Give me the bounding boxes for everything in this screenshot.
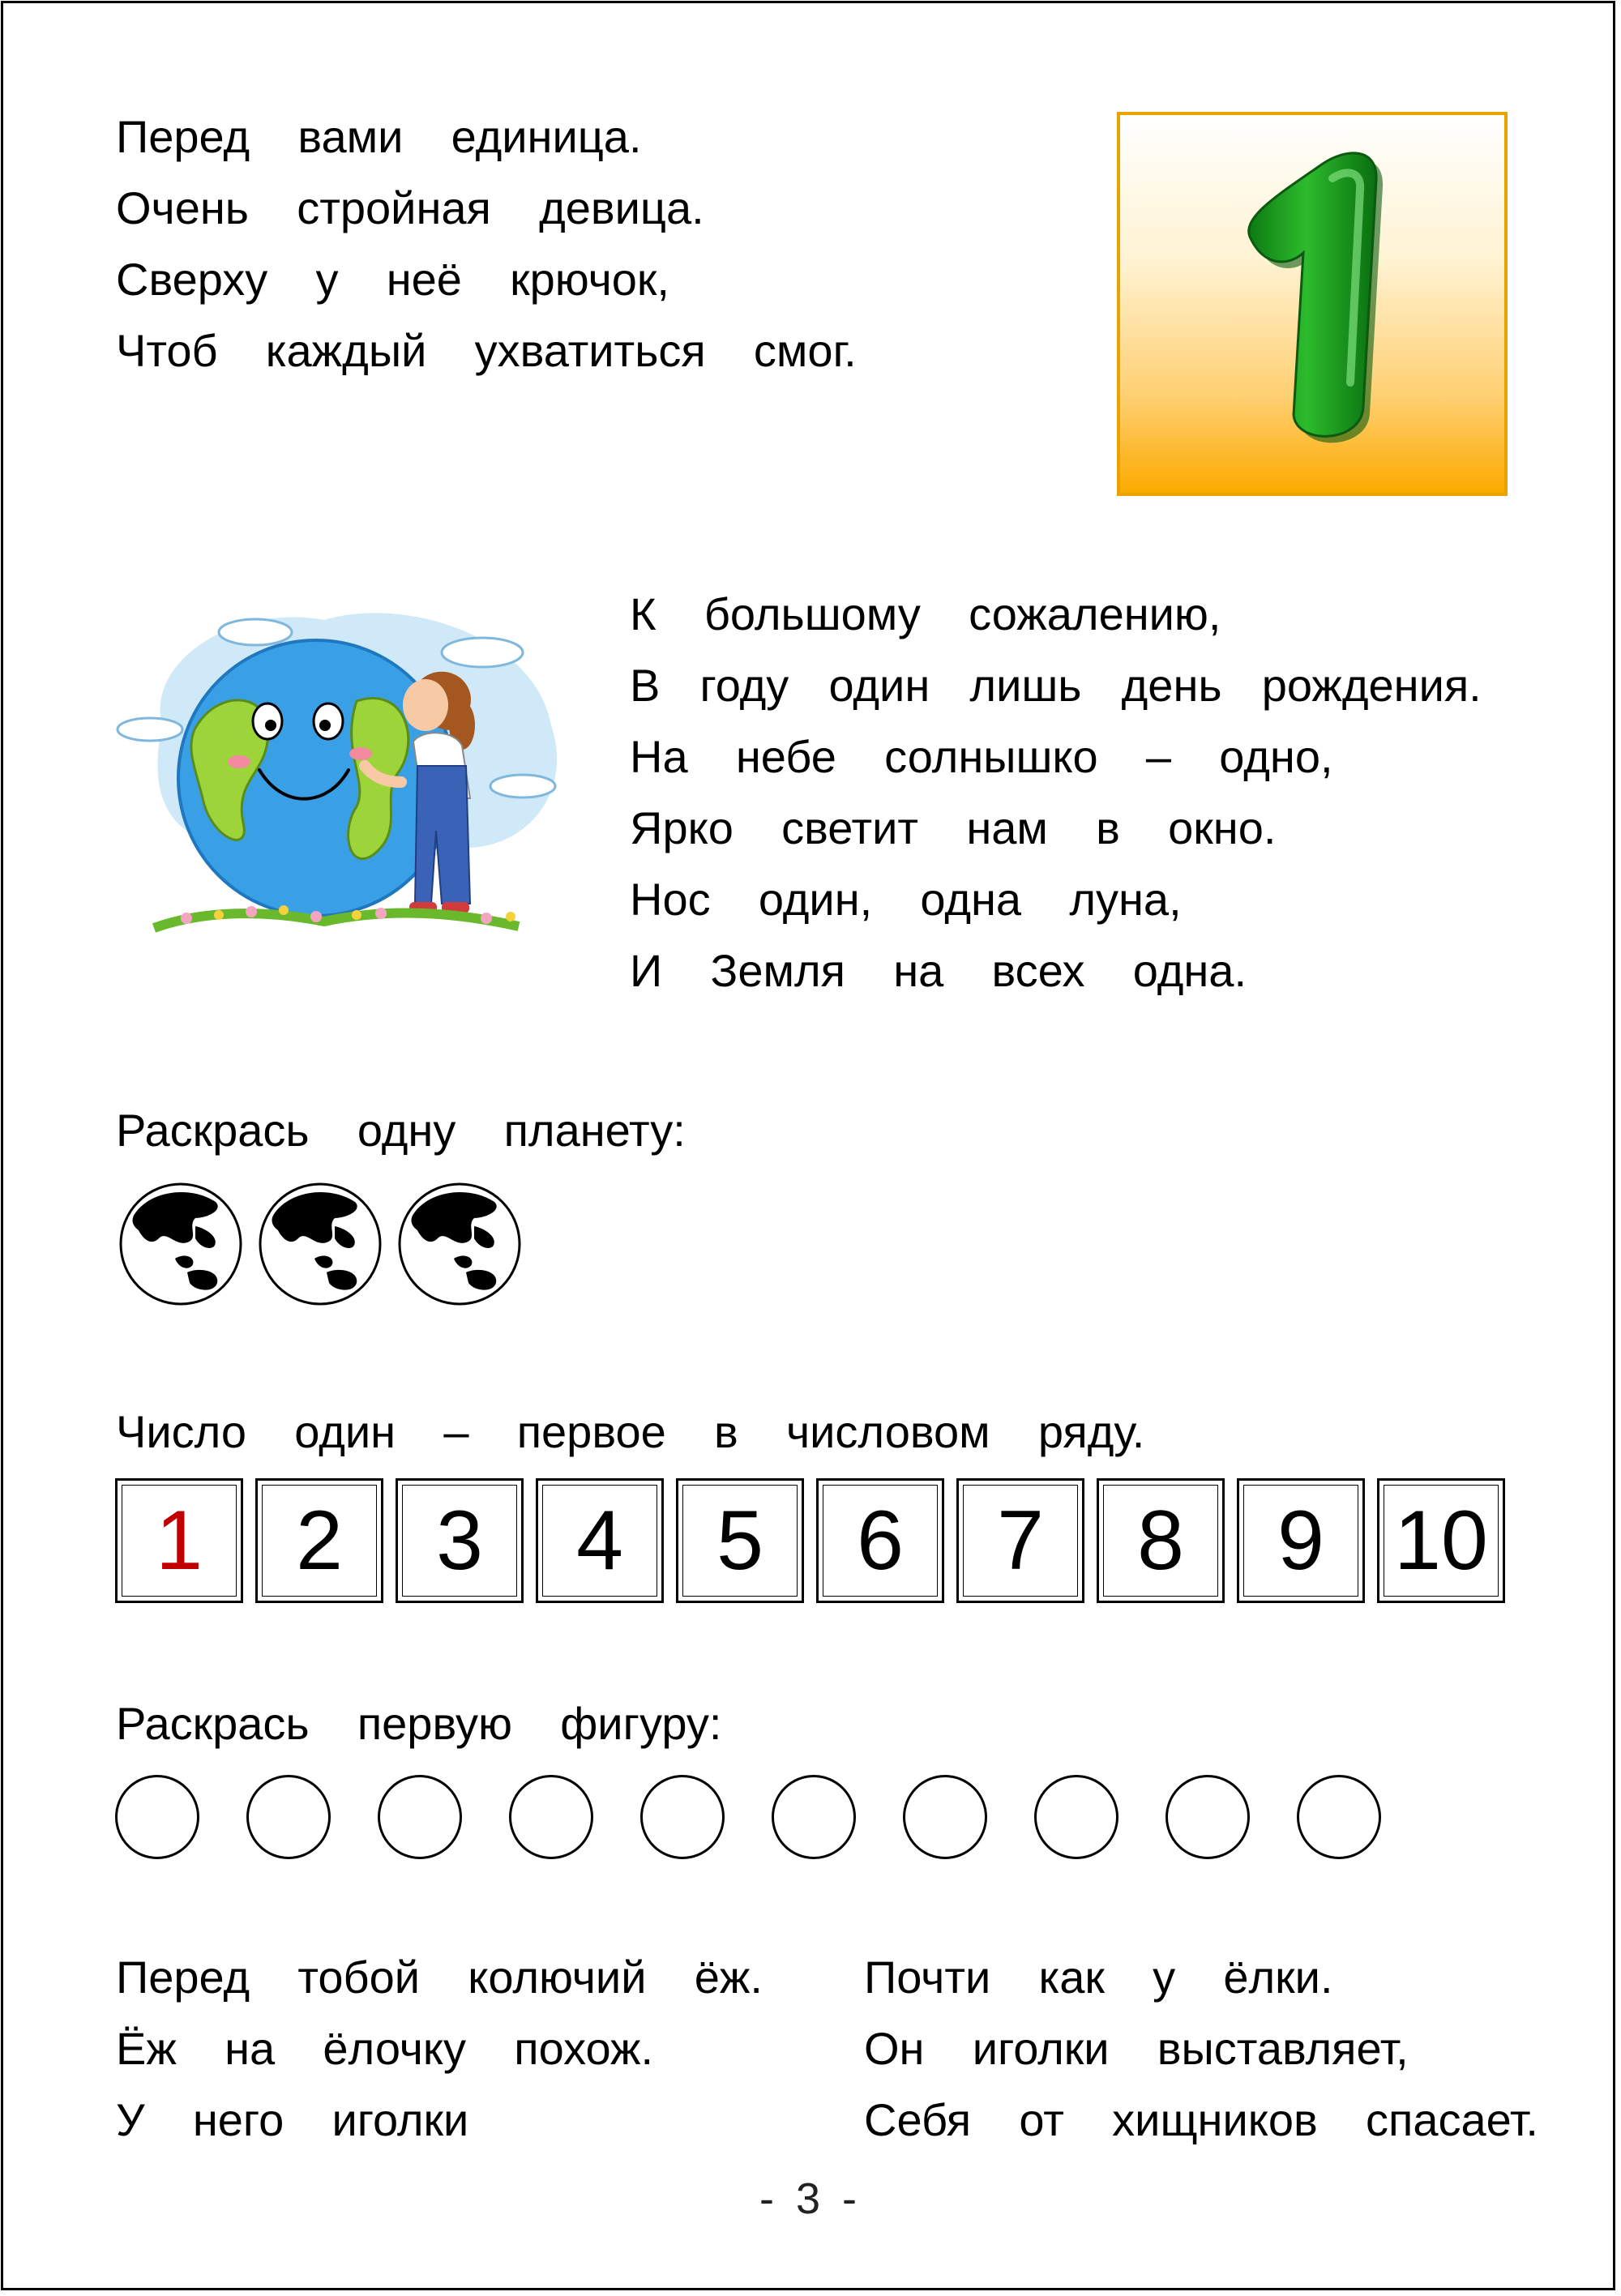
poem-line: Перед тобой колючий ёж. — [116, 1952, 763, 2003]
poem-three-left — [116, 1942, 763, 2156]
poem-line: Очень стройная девица. — [116, 182, 704, 233]
number-cell-value: 5 — [716, 1494, 763, 1588]
globe-icon[interactable] — [118, 1182, 243, 1306]
number-cell-value: 6 — [857, 1494, 904, 1588]
digit-one-card — [1117, 112, 1508, 496]
number-cell — [1237, 1478, 1365, 1603]
number-cell — [816, 1478, 944, 1603]
globe-icon[interactable] — [258, 1182, 383, 1306]
colorable-circle[interactable] — [640, 1775, 725, 1859]
planet-task-heading: Раскрась одну планету: — [116, 1105, 686, 1156]
poem-line: Себя от хищников спасает. — [864, 2094, 1538, 2145]
poem-line: Сверху у неё крючок, — [116, 254, 669, 305]
poem-line: На небе солнышко – одно, — [630, 731, 1333, 782]
poem-one — [116, 101, 857, 387]
number-cell — [396, 1478, 524, 1603]
globe-icon[interactable] — [397, 1182, 522, 1306]
number-cell-value: 7 — [997, 1494, 1044, 1588]
poem-line: К большому сожалению, — [630, 588, 1221, 639]
number-cell — [956, 1478, 1084, 1603]
poem-line: Нос один, одна луна, — [630, 874, 1182, 925]
colorable-circle[interactable] — [115, 1775, 199, 1859]
colorable-circle[interactable] — [903, 1775, 987, 1859]
number-cell-value: 10 — [1394, 1494, 1488, 1588]
digit-one-icon — [1120, 115, 1504, 493]
number-cell-value: 4 — [576, 1494, 623, 1588]
figure-task-heading: Раскрась первую фигуру: — [116, 1698, 722, 1749]
number-cell — [255, 1478, 383, 1603]
poem-two — [630, 579, 1482, 1007]
colorable-circle[interactable] — [772, 1775, 856, 1859]
number-line — [115, 1478, 1508, 1603]
poem-line: У него иголки — [116, 2094, 469, 2145]
colorable-circle[interactable] — [509, 1775, 593, 1859]
number-cell-value: 9 — [1277, 1494, 1324, 1588]
number-cell — [536, 1478, 664, 1603]
colorable-circle[interactable] — [1297, 1775, 1381, 1859]
number-cell — [1377, 1478, 1505, 1603]
poem-line: Чтоб каждый ухватиться смог. — [116, 325, 857, 376]
number-cell — [1097, 1478, 1225, 1603]
colorable-circle[interactable] — [1165, 1775, 1250, 1859]
colorable-circle[interactable] — [378, 1775, 462, 1859]
number-line-heading: Число один – первое в числовом ряду. — [116, 1406, 1145, 1457]
number-cell-value: 3 — [436, 1494, 483, 1588]
poem-line: Перед вами единица. — [116, 111, 642, 162]
poem-line: Ярко светит нам в окно. — [630, 802, 1277, 853]
poem-line: Он иголки выставляет, — [864, 2023, 1409, 2074]
colorable-circle[interactable] — [1034, 1775, 1118, 1859]
number-cell-value: 1 — [156, 1494, 203, 1588]
planet-row — [118, 1182, 524, 1311]
poem-line: В году один лишь день рождения. — [630, 660, 1482, 711]
number-cell-value: 8 — [1137, 1494, 1184, 1588]
number-cell — [676, 1478, 804, 1603]
girl-hugging-earth-icon — [113, 588, 575, 952]
number-cell-value: 2 — [296, 1494, 343, 1588]
poem-line: Ёж на ёлочку похож. — [116, 2023, 654, 2074]
poem-line: И Земля на всех одна. — [630, 945, 1247, 996]
circle-row — [115, 1775, 1396, 1864]
colorable-circle[interactable] — [246, 1775, 331, 1859]
poem-three-right — [864, 1942, 1538, 2156]
number-cell — [115, 1478, 243, 1603]
page-number: - 3 - — [759, 2174, 862, 2223]
poem-line: Почти как у ёлки. — [864, 1952, 1333, 2003]
